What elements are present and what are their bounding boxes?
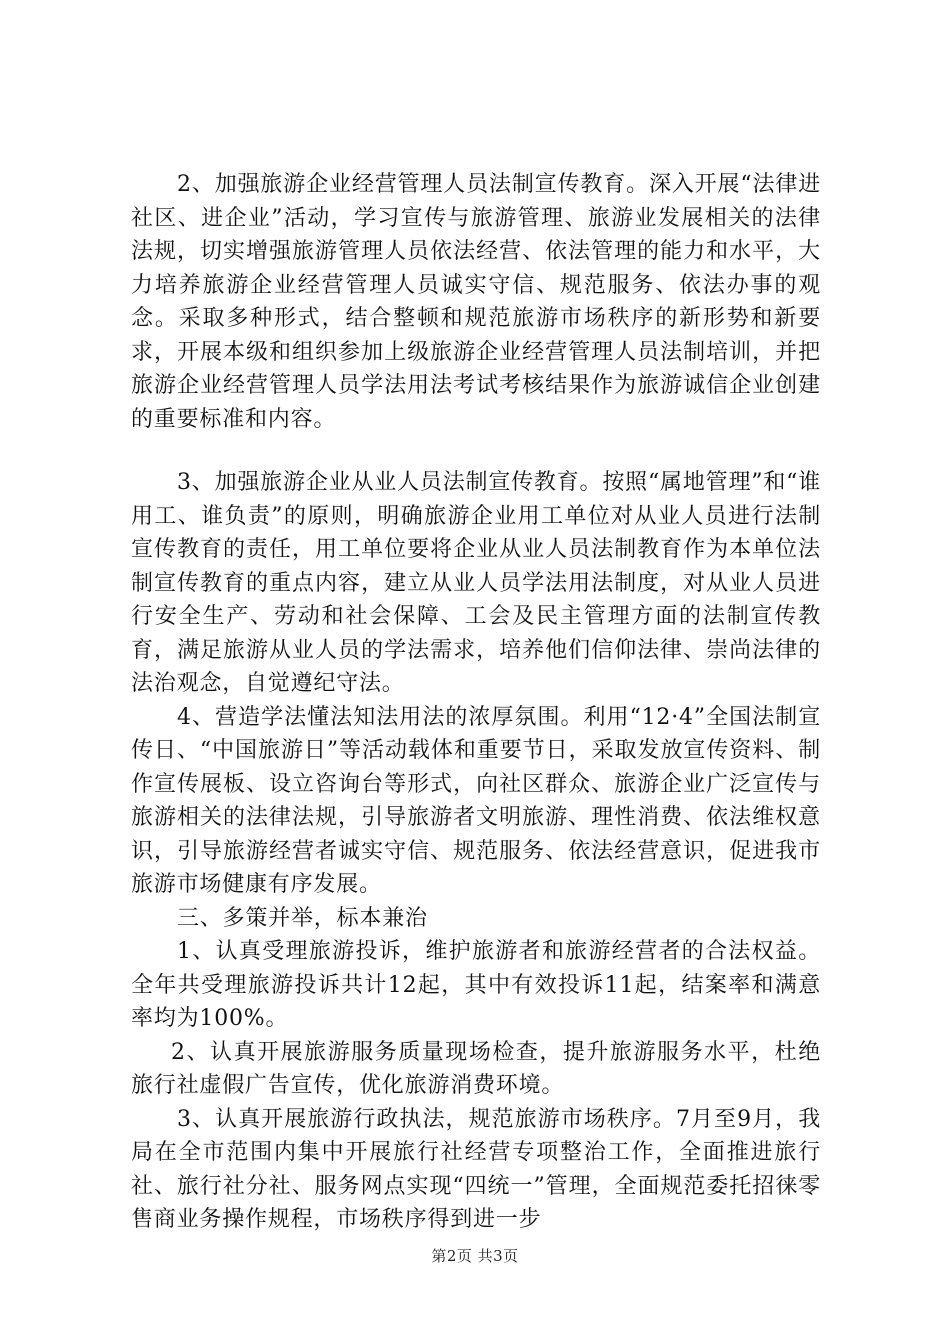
paragraph-1-complaints: 1、认真受理旅游投诉，维护旅游者和旅游经营者的合法权益。全年共受理旅游投诉共计12起，其中有效投诉11起，结案率和满意率均为100%。 — [131, 939, 821, 1031]
page-number-footer: 第2页 共3页 — [431, 1247, 519, 1265]
paragraph-3-law-enforcement: 3、认真开展旅游行政执法，规范旅游市场秩序。7月至9月，我局在全市范围内集中开展旅行社经营专项整治工作，全面推进旅行社、旅行社分社、服务网点实现“四统一”管理，全面规范委托招徕零售商业务操作规程，市场秩序得到进一步 — [131, 1106, 821, 1232]
document-body — [131, 168, 821, 1237]
paragraph-2-quality-inspection: 2、认真开展旅游服务质量现场检查，提升旅游服务水平，杜绝旅行社虚假广告宣传，优化旅游消费环境。 — [131, 1039, 821, 1098]
paragraph-2-management-education: 2、加强旅游企业经营管理人员法制宣传教育。深入开展“法律进社区、进企业”活动，学习宣传与旅游管理、旅游业发展相关的法律法规，切实增强旅游管理人员依法经营、依法管理的能力和水平，大力培养旅游企业经营管理人员诚实守信、规范服务、依法办事的观念。采取多种形式，结合整顿和规范旅游市场秩序的新形势和新要求，开展本级和组织参加上级旅游企业经营管理人员法制培训，并把旅游企业经营管理人员学法用法考试考核结果作为旅游诚信企业创建的重要标准和内容。 — [131, 172, 821, 432]
paragraph-3-employee-education: 3、加强旅游企业从业人员法制宣传教育。按照“属地管理”和“谁用工、谁负责”的原则，明确旅游企业用工单位对从业人员进行法制宣传教育的责任，用工单位要将企业从业人员法制教育作为本单位法制宣传教育的重点内容，建立从业人员学法用法制度，对从业人员进行安全生产、劳动和社会保障、工会及民主管理方面的法制宣传教育，满足旅游从业人员的学法需求，培养他们信仰法律、崇尚法律的法治观念，自觉遵纪守法。 — [131, 470, 821, 696]
section-heading-3: 三、多策并举，标本兼治 — [177, 905, 428, 931]
paragraph-4-legal-atmosphere: 4、营造学法懂法知法用法的浓厚氛围。利用“12·4”全国法制宣传日、“中国旅游日”等活动载体和重要节日，采取发放宣传资料、制作宣传展板、设立咨询台等形式，向社区群众、旅游企业广泛宣传与旅游相关的法律法规，引导旅游者文明旅游、理性消费、依法维权意识，引导旅游经营者诚实守信、规范服务、依法经营意识，促进我市旅游市场健康有序发展。 — [131, 704, 821, 897]
